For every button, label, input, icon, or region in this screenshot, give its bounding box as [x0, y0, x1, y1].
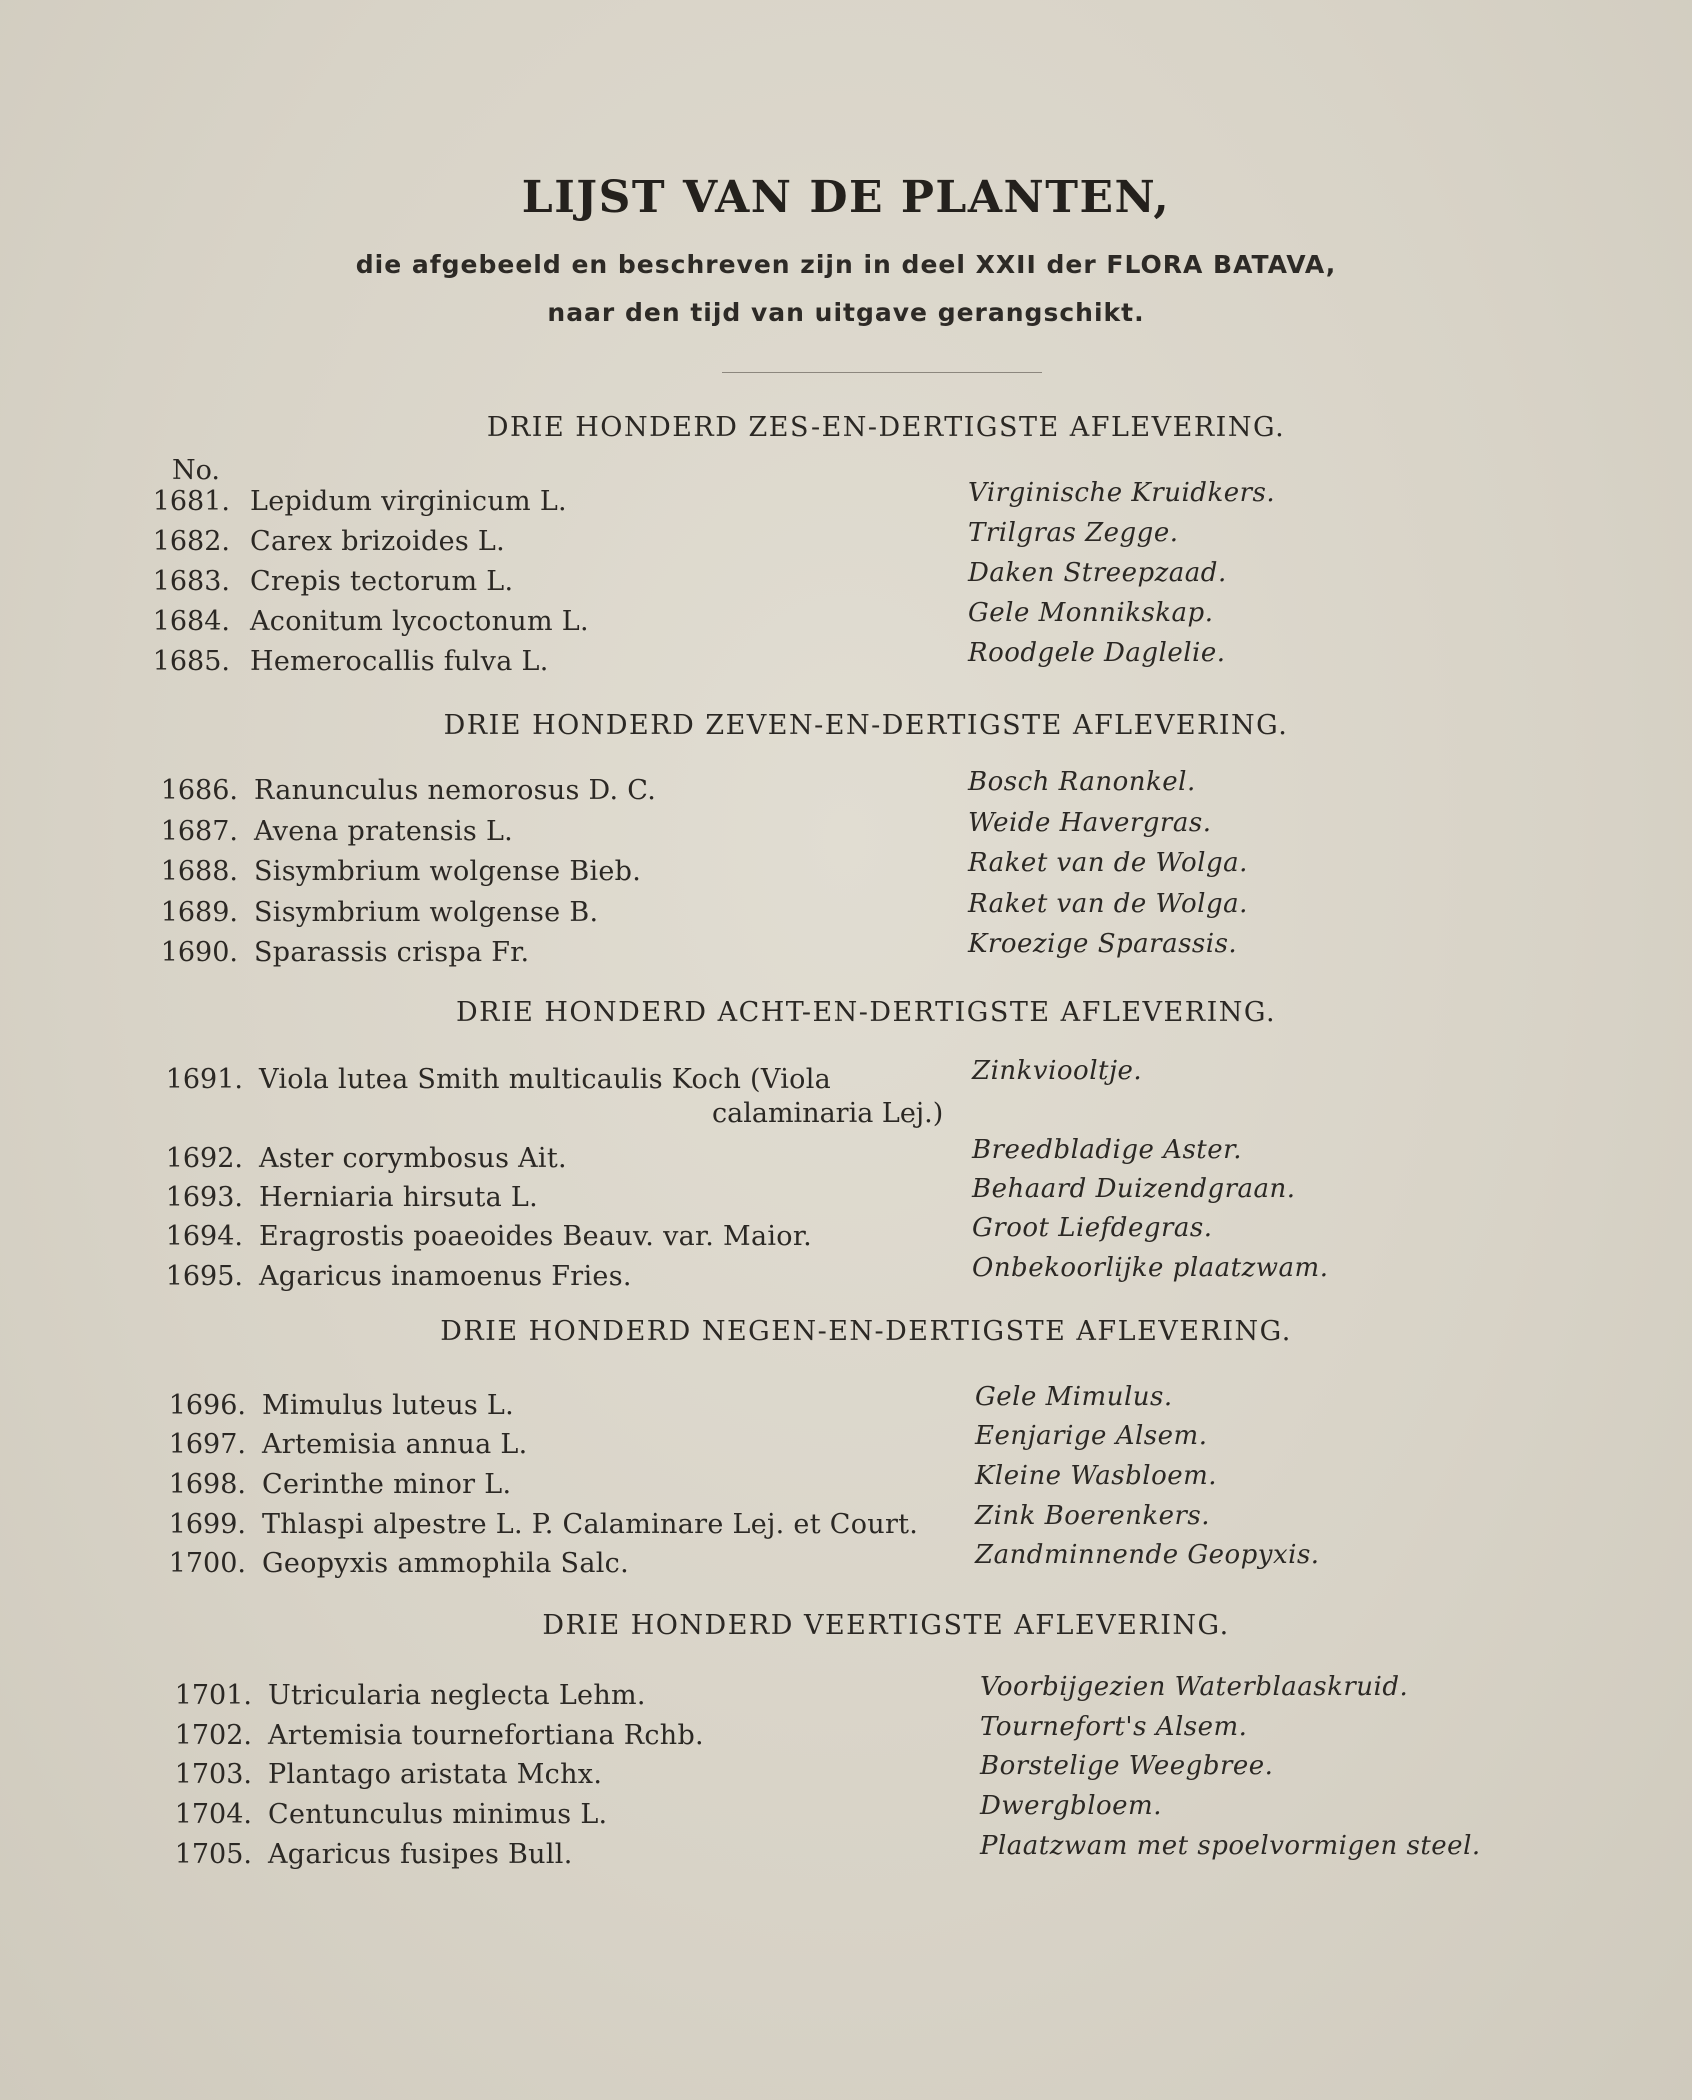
common-name: Onbekoorlijke plaatzwam. — [972, 1253, 1329, 1283]
list-item — [0, 1253, 1692, 1301]
latin-name: Herniaria hirsuta L. — [259, 1182, 538, 1213]
section-title: DRIE HONDERD ACHT-EN-DERTIGSTE AFLEVERING. — [455, 997, 1277, 1028]
list-item — [0, 638, 1692, 686]
list-item — [0, 1421, 1692, 1469]
number-column-label: No. — [172, 455, 220, 486]
section-title: DRIE HONDERD NEGEN-EN-DERTIGSTE AFLEVERING. — [440, 1316, 1292, 1347]
common-name: Tournefort's Alsem. — [980, 1712, 1248, 1742]
list-item — [0, 1672, 1692, 1720]
divider-rule — [722, 372, 1042, 373]
latin-name: Cerinthe minor L. — [262, 1469, 512, 1500]
list-item — [0, 929, 1692, 977]
list-item — [0, 848, 1692, 896]
latin-name: Geopyxis ammophila Salc. — [262, 1548, 629, 1579]
latin-name: Avena pratensis L. — [254, 816, 514, 847]
subtitle-line-1: die afgebeeld en beschreven zijn in deel XXII der FLORA BATAVA, — [355, 250, 1337, 279]
list-item — [0, 1174, 1692, 1222]
entry-number: 1692. — [165, 1143, 243, 1174]
latin-name: Eragrostis poaeoides Beauv. var. Maior. — [259, 1221, 812, 1252]
common-name: Weide Havergras. — [968, 808, 1212, 838]
entry-number: 1701. — [174, 1680, 252, 1711]
common-name: Borstelige Weegbree. — [980, 1751, 1274, 1781]
latin-name: Lepidum virginicum L. — [250, 486, 567, 517]
section-title: DRIE HONDERD ZEVEN-EN-DERTIGSTE AFLEVERING. — [443, 710, 1289, 741]
common-name: Voorbijgezien Waterblaaskruid. — [980, 1672, 1409, 1702]
common-name: Gele Mimulus. — [975, 1382, 1173, 1412]
latin-name: Sparassis crispa Fr. — [254, 937, 530, 968]
common-name: Kroezige Sparassis. — [968, 929, 1238, 959]
latin-name-continuation: calaminaria Lej.) — [712, 1098, 944, 1129]
entry-number: 1699. — [168, 1509, 246, 1540]
common-name: Virginische Kruidkers. — [968, 478, 1276, 508]
list-item — [0, 1501, 1692, 1549]
latin-name: Agaricus fusipes Bull. — [268, 1839, 573, 1870]
common-name: Breedbladige Aster. — [972, 1135, 1242, 1165]
entry-number: 1698. — [168, 1469, 246, 1500]
common-name: Plaatzwam met spoelvormigen steel. — [980, 1831, 1481, 1861]
list-item — [0, 1540, 1692, 1588]
latin-name: Ranunculus nemorosus D. C. — [254, 775, 657, 806]
entry-number: 1691. — [165, 1064, 243, 1095]
common-name: Zandminnende Geopyxis. — [975, 1540, 1320, 1570]
list-item — [0, 767, 1692, 815]
entry-number: 1697. — [168, 1429, 246, 1460]
entry-number: 1705. — [174, 1839, 252, 1870]
latin-name: Mimulus luteus L. — [262, 1390, 515, 1421]
latin-name: Aster corymbosus Ait. — [259, 1143, 567, 1174]
list-item — [0, 808, 1692, 856]
list-item — [0, 1213, 1692, 1261]
subtitle-line-2: naar den tijd van uitgave gerangschikt. — [547, 298, 1145, 327]
section-title: DRIE HONDERD ZES-EN-DERTIGSTE AFLEVERING. — [486, 412, 1286, 443]
entry-number: 1681. — [152, 486, 230, 517]
list-item — [0, 518, 1692, 566]
list-item — [0, 1712, 1692, 1760]
entry-number: 1693. — [165, 1182, 243, 1213]
common-name: Dwergbloem. — [980, 1791, 1162, 1821]
common-name: Behaard Duizendgraan. — [972, 1174, 1296, 1204]
entry-number: 1683. — [152, 566, 230, 597]
page-title: LIJST VAN DE PLANTEN, — [521, 172, 1171, 223]
latin-name: Artemisia annua L. — [262, 1429, 528, 1460]
latin-name: Aconitum lycoctonum L. — [250, 606, 589, 637]
common-name: Daken Streepzaad. — [968, 558, 1227, 588]
latin-name: Plantago aristata Mchx. — [268, 1759, 603, 1790]
entry-number: 1684. — [152, 606, 230, 637]
entry-number: 1694. — [165, 1221, 243, 1252]
latin-name: Thlaspi alpestre L. P. Calaminare Lej. et Court. — [262, 1509, 919, 1540]
list-item — [0, 1382, 1692, 1430]
latin-name: Crepis tectorum L. — [250, 566, 514, 597]
latin-name: Hemerocallis fulva L. — [250, 646, 549, 677]
latin-name: Utricularia neglecta Lehm. — [268, 1680, 646, 1711]
list-item — [0, 889, 1692, 937]
common-name: Trilgras Zegge. — [968, 518, 1179, 548]
list-item — [0, 478, 1692, 526]
common-name: Zinkviooltje. — [972, 1056, 1143, 1086]
common-name: Kleine Wasbloem. — [975, 1461, 1218, 1491]
list-item — [0, 558, 1692, 606]
common-name: Bosch Ranonkel. — [968, 767, 1196, 797]
entry-number: 1685. — [152, 646, 230, 677]
entry-number: 1690. — [160, 937, 238, 968]
common-name: Gele Monnikskap. — [968, 598, 1214, 628]
latin-name: Carex brizoides L. — [250, 526, 506, 557]
entry-number: 1704. — [174, 1799, 252, 1830]
common-name: Raket van de Wolga. — [968, 848, 1248, 878]
list-item — [0, 1831, 1692, 1879]
list-item — [0, 1056, 1692, 1129]
entry-number: 1689. — [160, 897, 238, 928]
latin-name: Sisymbrium wolgense Bieb. — [254, 856, 642, 887]
entry-number: 1702. — [174, 1720, 252, 1751]
common-name: Eenjarige Alsem. — [975, 1421, 1208, 1451]
common-name: Zink Boerenkers. — [975, 1501, 1211, 1531]
latin-name: Agaricus inamoenus Fries. — [259, 1261, 632, 1292]
latin-name: Centunculus minimus L. — [268, 1799, 608, 1830]
list-item — [0, 598, 1692, 646]
latin-name: Viola lutea Smith multicaulis Koch (Viola — [259, 1064, 832, 1095]
entry-number: 1686. — [160, 775, 238, 806]
list-item — [0, 1751, 1692, 1799]
entry-number: 1687. — [160, 816, 238, 847]
entry-number: 1703. — [174, 1759, 252, 1790]
entry-number: 1695. — [165, 1261, 243, 1292]
section-title: DRIE HONDERD VEERTIGSTE AFLEVERING. — [542, 1610, 1230, 1641]
list-item — [0, 1135, 1692, 1183]
common-name: Roodgele Daglelie. — [968, 638, 1226, 668]
latin-name: Sisymbrium wolgense B. — [254, 897, 599, 928]
latin-name: Artemisia tournefortiana Rchb. — [268, 1720, 704, 1751]
entry-number: 1688. — [160, 856, 238, 887]
common-name: Groot Liefdegras. — [972, 1213, 1213, 1243]
entry-number: 1682. — [152, 526, 230, 557]
common-name: Raket van de Wolga. — [968, 889, 1248, 919]
entry-number: 1696. — [168, 1390, 246, 1421]
entry-number: 1700. — [168, 1548, 246, 1579]
list-item — [0, 1461, 1692, 1509]
